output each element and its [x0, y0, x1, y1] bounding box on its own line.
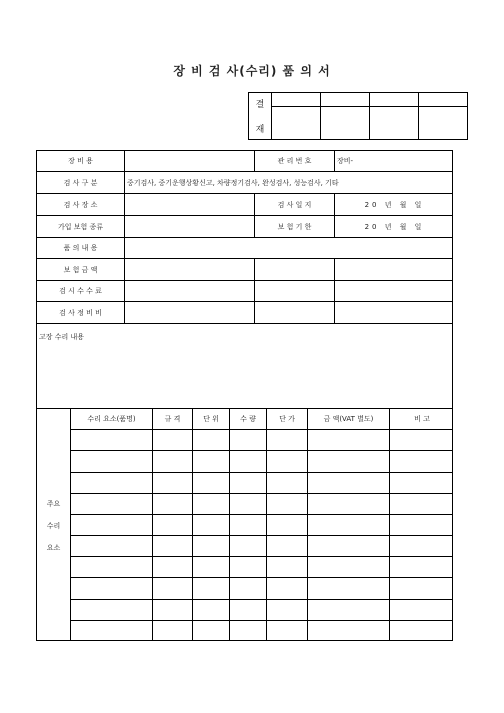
- parts-cell[interactable]: [71, 621, 153, 641]
- parts-cell[interactable]: [267, 621, 308, 641]
- parts-side-line: 수리: [46, 522, 61, 530]
- approval-slot[interactable]: [321, 93, 370, 107]
- parts-cell[interactable]: [230, 494, 267, 514]
- parts-header-cell: 비 고: [414, 415, 430, 424]
- approval-slot[interactable]: [419, 93, 468, 107]
- parts-cell[interactable]: [267, 578, 308, 598]
- repair-notes-area[interactable]: [37, 324, 452, 409]
- insurance-amount-field[interactable]: [125, 259, 255, 280]
- mgmt-no-label: 관 리 번 호: [255, 151, 335, 171]
- parts-cell[interactable]: [71, 515, 153, 535]
- parts-cell[interactable]: [230, 430, 267, 450]
- parts-cell[interactable]: [308, 473, 390, 493]
- parts-cell[interactable]: [153, 473, 193, 493]
- form-row-insurance-type: [37, 216, 452, 238]
- parts-header-cell: 단 가: [267, 409, 308, 429]
- inspection-date-field[interactable]: 20 년 월 일: [364, 200, 425, 209]
- parts-cell[interactable]: [71, 430, 153, 450]
- parts-cell[interactable]: [267, 536, 308, 556]
- parts-row: [71, 494, 453, 515]
- parts-cell[interactable]: [390, 451, 453, 471]
- parts-cell[interactable]: [308, 578, 390, 598]
- inspection-fee-extra[interactable]: [335, 281, 453, 301]
- parts-cell[interactable]: [193, 600, 230, 620]
- parts-cell[interactable]: [230, 473, 267, 493]
- parts-cell[interactable]: [390, 515, 453, 535]
- parts-row: [71, 515, 453, 536]
- parts-row: [71, 473, 453, 494]
- equipment-label: 장 비 용: [37, 151, 125, 171]
- insurance-amount-label: 보 험 금 액: [37, 259, 125, 280]
- form-row-request-content: [37, 238, 452, 259]
- parts-cell[interactable]: [230, 451, 267, 471]
- parts-row: [71, 430, 453, 451]
- form-row-inspection-fee: [37, 281, 452, 302]
- parts-cell[interactable]: [193, 473, 230, 493]
- parts-cell[interactable]: [390, 473, 453, 493]
- parts-cell[interactable]: [193, 430, 230, 450]
- maintenance-cost-label: 검 사 정 비 비: [37, 302, 125, 323]
- parts-cell[interactable]: [390, 430, 453, 450]
- parts-cell[interactable]: [153, 451, 193, 471]
- parts-header-cell: 수 량: [230, 409, 267, 429]
- parts-cell[interactable]: [267, 430, 308, 450]
- form-row-insurance-amount: [37, 259, 452, 281]
- parts-cell[interactable]: [390, 621, 453, 641]
- repair-notes-label: 고장 수리 내용: [39, 333, 85, 341]
- form-row-equipment: [37, 151, 452, 172]
- parts-cell[interactable]: [230, 515, 267, 535]
- parts-cell[interactable]: [71, 600, 153, 620]
- parts-row: [71, 600, 453, 621]
- maintenance-cost-extra[interactable]: [335, 302, 453, 323]
- parts-cell[interactable]: [308, 557, 390, 577]
- parts-cell[interactable]: [308, 536, 390, 556]
- parts-cell[interactable]: [267, 451, 308, 471]
- insurance-amount-extra[interactable]: [335, 259, 453, 280]
- parts-cell[interactable]: [308, 451, 390, 471]
- inspection-fee-field[interactable]: [125, 281, 255, 301]
- maintenance-cost-extra[interactable]: [255, 302, 335, 323]
- request-form: [36, 150, 453, 641]
- parts-cell[interactable]: [153, 600, 193, 620]
- parts-cell[interactable]: [153, 621, 193, 641]
- parts-cell[interactable]: [71, 494, 153, 514]
- parts-cell[interactable]: [71, 536, 153, 556]
- approval-slot[interactable]: [272, 93, 321, 107]
- insurance-amount-extra[interactable]: [255, 259, 335, 280]
- inspection-place-field[interactable]: [125, 194, 255, 215]
- parts-section: [37, 409, 452, 641]
- inspection-fee-label: 검 시 수 수 료: [37, 281, 125, 301]
- parts-cell[interactable]: [153, 494, 193, 514]
- parts-cell[interactable]: [390, 600, 453, 620]
- approval-label-top: 결: [255, 100, 265, 110]
- parts-cell[interactable]: [230, 600, 267, 620]
- parts-cell[interactable]: [71, 578, 153, 598]
- parts-cell[interactable]: [390, 578, 453, 598]
- parts-cell[interactable]: [308, 430, 390, 450]
- parts-cell[interactable]: [193, 557, 230, 577]
- form-row-maintenance-cost: [37, 302, 452, 324]
- parts-cell[interactable]: [267, 473, 308, 493]
- parts-row: [71, 557, 453, 578]
- parts-cell[interactable]: [230, 578, 267, 598]
- inspection-place-label: 검 사 장 소: [37, 194, 125, 215]
- parts-cell[interactable]: [267, 515, 308, 535]
- parts-cell[interactable]: [193, 536, 230, 556]
- request-content-label: 품 의 내 용: [37, 238, 125, 258]
- document-title: 장 비 검 사(수리) 품 의 서: [173, 64, 331, 78]
- approval-signature[interactable]: [419, 107, 468, 140]
- parts-cell[interactable]: [153, 515, 193, 535]
- parts-cell[interactable]: [308, 621, 390, 641]
- inspection-date-label: 검 사 일 지: [255, 194, 335, 215]
- parts-row: [71, 621, 453, 641]
- approval-label-cell: [249, 93, 272, 140]
- approval-signature[interactable]: [370, 107, 419, 140]
- parts-cell[interactable]: [267, 557, 308, 577]
- parts-cell[interactable]: [390, 536, 453, 556]
- mgmt-no-field[interactable]: 장비-: [337, 157, 354, 165]
- insurance-type-field[interactable]: [125, 216, 255, 237]
- form-row-inspection-type: [37, 172, 452, 194]
- inspection-type-options[interactable]: 중기검사, 중기운행상황신고, 차량정기검사, 완성검사, 성능검사, 기타: [127, 178, 339, 187]
- parts-side-line: 요소: [46, 544, 61, 552]
- approval-signature[interactable]: [272, 107, 321, 140]
- parts-cell[interactable]: [267, 494, 308, 514]
- parts-cell[interactable]: [308, 515, 390, 535]
- parts-header-cell: 규 격: [153, 409, 193, 429]
- parts-row: [71, 451, 453, 472]
- parts-cell[interactable]: [230, 621, 267, 641]
- parts-cell[interactable]: [308, 494, 390, 514]
- parts-header-cell: 금 액(VAT 별도): [308, 409, 390, 429]
- parts-cell[interactable]: [193, 578, 230, 598]
- maintenance-cost-field[interactable]: [125, 302, 255, 323]
- parts-header-row: [71, 409, 453, 430]
- parts-cell[interactable]: [267, 600, 308, 620]
- parts-cell[interactable]: [193, 621, 230, 641]
- parts-cell[interactable]: [193, 494, 230, 514]
- insurance-period-label: 보 험 기 한: [255, 216, 335, 237]
- inspection-fee-extra[interactable]: [255, 281, 335, 301]
- parts-cell[interactable]: [153, 430, 193, 450]
- parts-cell[interactable]: [71, 473, 153, 493]
- insurance-period-field[interactable]: 20 년 월 일: [364, 222, 425, 231]
- parts-row: [71, 578, 453, 599]
- equipment-field[interactable]: [125, 151, 255, 171]
- parts-cell[interactable]: [230, 536, 267, 556]
- parts-cell[interactable]: [308, 600, 390, 620]
- parts-cell[interactable]: [153, 557, 193, 577]
- request-content-field[interactable]: [125, 238, 453, 258]
- parts-header-cell: 수리 요소(품명): [71, 409, 153, 429]
- insurance-type-label: 가입 보험 종류: [37, 216, 125, 237]
- parts-row: [71, 536, 453, 557]
- parts-cell[interactable]: [71, 557, 153, 577]
- approval-box: [248, 92, 468, 140]
- parts-cell[interactable]: [153, 536, 193, 556]
- parts-cell[interactable]: [390, 557, 453, 577]
- parts-header-cell: 단 위: [193, 409, 230, 429]
- parts-side-label: [37, 409, 71, 641]
- inspection-type-label: 검 사 구 분: [37, 172, 125, 193]
- parts-cell[interactable]: [390, 494, 453, 514]
- form-row-inspection-place: [37, 194, 452, 216]
- parts-cell[interactable]: [193, 451, 230, 471]
- parts-cell[interactable]: [71, 451, 153, 471]
- parts-table: [71, 409, 453, 641]
- approval-signature[interactable]: [321, 107, 370, 140]
- approval-label-bottom: 재: [255, 125, 265, 135]
- parts-cell[interactable]: [193, 515, 230, 535]
- parts-cell[interactable]: [153, 578, 193, 598]
- parts-cell[interactable]: [230, 557, 267, 577]
- parts-side-line: 주요: [46, 500, 61, 508]
- approval-slot[interactable]: [370, 93, 419, 107]
